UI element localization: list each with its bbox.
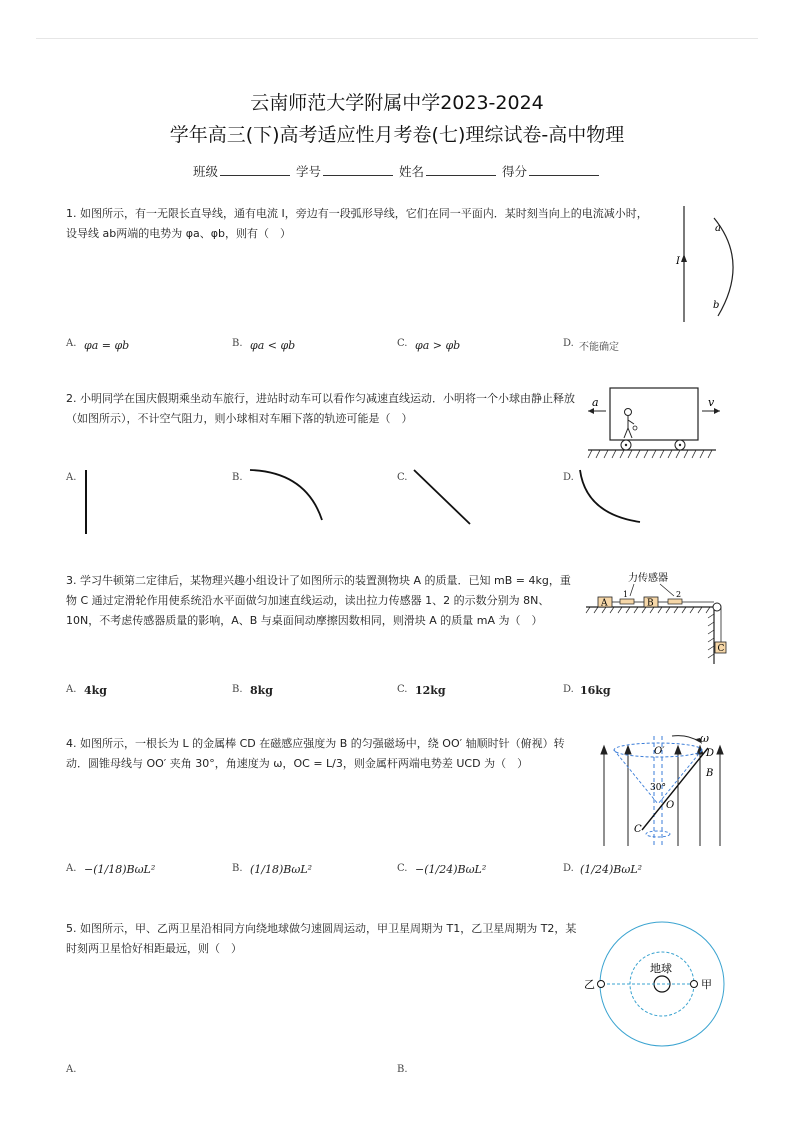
fig3-B-label: B (647, 598, 654, 609)
q2-option-c-label[interactable]: C. (397, 472, 408, 483)
q1-option-c-label[interactable]: C. (397, 338, 408, 349)
fig4-omega-label: ω (700, 732, 709, 745)
fig3-A-label: A (601, 598, 608, 609)
score-label: 得分 (501, 164, 527, 179)
question-4-text: 4. 如图所示，一根长为 L 的金属棒 CD 在磁感应强度为 B 的匀强磁场中，绕 OO′ 轴顺时针（俯视）转动．圆锥母线与 OO′ 夹角 30°，角速度为 ω，OC = L/3，则金属杆两端电势差 UCD 为（ ） (66, 737, 565, 770)
fig3-one-label: 1 (623, 590, 629, 599)
q3-option-d-value: 16kg (580, 684, 611, 697)
fig5-jia-label: 甲 (701, 978, 712, 991)
q4-option-c-value: −(1/24)BωL² (415, 863, 487, 876)
q4-option-d-label[interactable]: D. (563, 863, 574, 874)
page-title-line2: 学年高三(下)高考适应性月考卷(七)理综试卷-高中物理 (169, 124, 625, 146)
q5-option-b-label[interactable]: B. (397, 1064, 408, 1075)
top-divider (36, 38, 758, 39)
fig4-O1-label: O′ (654, 746, 665, 757)
q5-option-a-label[interactable]: A. (66, 1064, 77, 1075)
q4-option-a-label[interactable]: A. (66, 863, 77, 874)
fig3-two-label: 2 (676, 590, 682, 599)
name-label: 姓名 (398, 164, 424, 179)
question-5-figure (582, 918, 742, 1058)
q4-option-c-label[interactable]: C. (397, 863, 408, 874)
q2-option-d-label[interactable]: D. (563, 472, 574, 483)
q2-option-a-label[interactable]: A. (66, 472, 77, 483)
q3-option-c-label[interactable]: C. (397, 684, 408, 695)
fig4-D-label: D (706, 748, 715, 759)
q2-option-a-trajectory (80, 468, 100, 538)
q3-option-c-value: 12kg (415, 684, 446, 697)
id-field[interactable] (323, 163, 393, 176)
q1-option-d-label[interactable]: D. (563, 338, 574, 349)
q3-option-d-label[interactable]: D. (563, 684, 574, 695)
q3-option-a-label[interactable]: A. (66, 684, 77, 695)
fig5-earth-label: 地球 (650, 962, 672, 975)
fig4-angle-label: 30° (650, 783, 666, 793)
q2-option-b-label[interactable]: B. (232, 472, 243, 483)
q3-option-b-label[interactable]: B. (232, 684, 243, 695)
q1-option-c-value: φa > φb (415, 339, 461, 352)
question-4-figure (596, 732, 726, 850)
fig2-v-label: v (708, 396, 715, 409)
fig1-a-label: a (715, 223, 721, 234)
name-field[interactable] (426, 163, 496, 176)
question-3-text: 3. 学习牛顿第二定律后，某物理兴趣小组设计了如图所示的装置测物块 A 的质量．已知 mB = 4kg，重物 C 通过定滑轮作用使系统沿水平面做匀加速直线运动，读出拉力传感器 1、2 的示数分别为 8N、10N，不考虑传感器质量的影响，A、B 与桌面间动摩擦因数相同，则滑块 A 的质量 mA 为（ ） (66, 574, 571, 627)
q3-option-b-value: 8kg (250, 684, 273, 697)
fig3-C-label: C (717, 644, 725, 654)
question-2-figure (588, 384, 718, 464)
fig2-a-label: a (592, 396, 599, 409)
question-1-figure (668, 204, 748, 326)
q4-option-a-value: −(1/18)BωL² (84, 863, 156, 876)
q1-option-b-label[interactable]: B. (232, 338, 243, 349)
q2-option-d-trajectory (578, 468, 644, 526)
q3-option-a-value: 4kg (84, 684, 107, 697)
question-1-text: 1. 如图所示，有一无限长直导线，通有电流 I，旁边有一段弧形导线，它们在同一平面内．某时刻当向上的电流减小时，设导线 ab两端的电势为 φa、φb，则有（ ） (66, 207, 648, 240)
question-2-text: 2. 小明同学在国庆假期乘坐动车旅行，进站时动车可以看作匀减速直线运动．小明将一个小球由静止释放（如图所示），不计空气阻力，则小球相对车厢下落的轨迹可能是（ ） (66, 392, 575, 425)
fig3-sensor-label: 力传感器 (628, 573, 668, 584)
class-label: 班级 (192, 164, 218, 179)
q4-option-b-label[interactable]: B. (232, 863, 243, 874)
score-field[interactable] (529, 163, 599, 176)
q2-option-b-trajectory (248, 466, 328, 526)
student-info-row (0, 162, 794, 180)
page-title-line1: 云南师范大学附属中学2023-2024 (250, 92, 544, 114)
question-5-text: 5. 如图所示，甲、乙两卫星沿相同方向绕地球做匀速圆周运动，甲卫星周期为 T1，乙卫星周期为 T2，某时刻两卫星恰好相距最远，则（ ） (66, 922, 577, 955)
q1-option-b-value: φa < φb (250, 339, 296, 352)
id-label: 学号 (295, 164, 321, 179)
q1-option-d-value: 不能确定 (579, 342, 619, 353)
q1-option-a-label[interactable]: A. (66, 338, 77, 349)
fig5-yi-label: 乙 (584, 978, 595, 991)
q4-option-b-value: (1/18)BωL² (250, 863, 313, 876)
fig1-b-label: b (713, 300, 720, 311)
q4-option-d-value: (1/24)BωL² (580, 863, 643, 876)
fig1-current-label: I (676, 256, 680, 267)
q2-option-c-trajectory (412, 468, 476, 528)
q1-option-a-value: φa = φb (84, 339, 130, 352)
fig4-C-label: C (634, 824, 642, 835)
class-field[interactable] (220, 163, 290, 176)
question-3-figure (586, 570, 728, 670)
fig4-O-label: O (666, 800, 675, 811)
fig4-B-label: B (706, 768, 714, 779)
